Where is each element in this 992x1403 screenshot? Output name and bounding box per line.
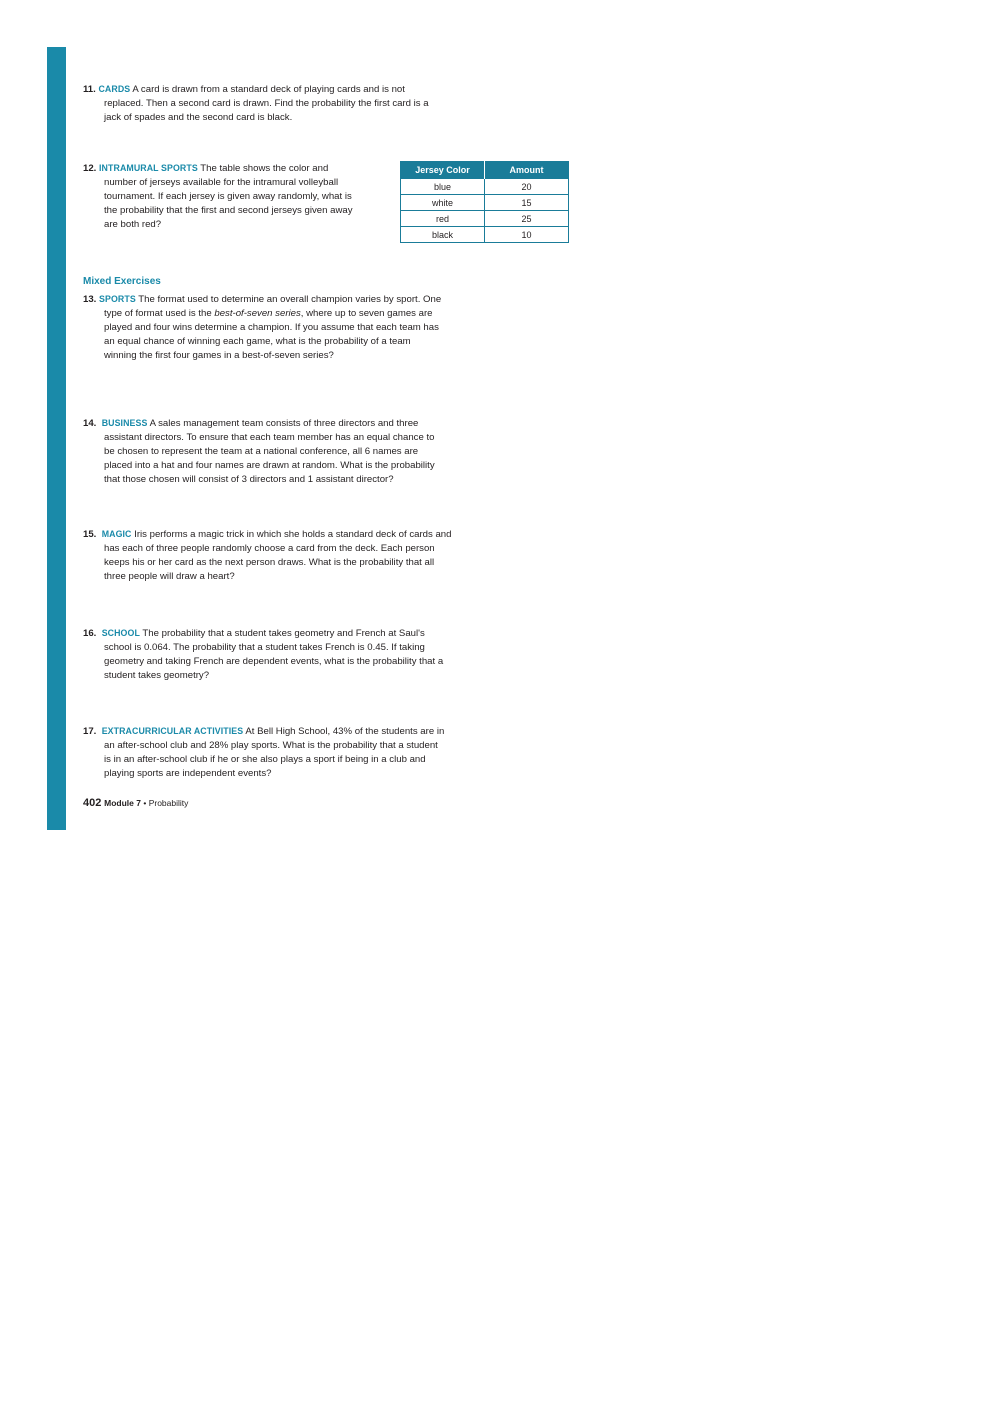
exercise-text: placed into a hat and four names are drawn at random. What is the probability [104,460,435,471]
module-label: Module 7 [104,798,141,808]
exercise-text: student takes geometry? [104,670,210,681]
accent-sidebar [47,47,66,830]
exercise-number: 17. [83,726,97,737]
table-row [401,179,569,195]
exercise-text: school is 0.064. The probability that a student takes French is 0.45. If taking [104,642,425,653]
exercise-text: At Bell High School, 43% of the students are in [243,726,445,737]
section-heading: Mixed Exercises [83,276,161,287]
exercise-text: are both red? [104,219,162,230]
exercise-tag: MAGIC [101,529,132,539]
column-header: Jersey Color [401,162,485,179]
exercise-number: 14. [83,418,97,429]
exercise-tag: BUSINESS [101,418,148,428]
page-number: 402 [83,797,102,809]
module-topic: Probability [148,798,189,808]
exercise-text: has each of three people randomly choose a card from the deck. Each person [104,543,435,554]
exercise-text: The format used to determine an overall champion varies by sport. One [135,294,442,305]
exercise-text: A sales management team consists of three directors and three [147,418,419,429]
table-cell: red [401,211,485,227]
italic-term: best-of-seven series [214,308,301,319]
table-cell: 15 [485,195,569,211]
exercise-text: is in an after-school club if he or she also plays a sport if being in a club and [104,754,426,765]
table-row [401,195,569,211]
exercise-text: assistant directors. To ensure that each team member has an equal chance to [104,432,435,443]
table-cell: blue [401,179,485,195]
exercise-11 [83,82,429,125]
table-cell: 25 [485,211,569,227]
table-row [401,211,569,227]
exercise-tag: INTRAMURAL SPORTS [99,163,198,173]
exercise-text: A card is drawn from a standard deck of playing cards and is not [130,84,405,95]
exercise-text: jack of spades and the second card is black. [104,112,293,123]
exercise-13 [83,292,441,363]
table-header-row [401,162,569,179]
exercise-text: playing sports are independent events? [104,768,272,779]
exercise-17 [83,724,444,781]
exercise-text: played and four wins determine a champion. If you assume that each team has [104,322,439,333]
exercise-number: 16. [83,628,97,639]
exercise-text: The probability that a student takes geometry and French at Saul's [139,628,425,639]
exercise-tag: SCHOOL [101,628,140,638]
exercise-number: 12. [83,163,97,174]
exercise-12 [83,161,353,232]
exercise-text: geometry and taking French are dependent events, what is the probability that a [104,656,444,667]
exercise-text: replaced. Then a second card is drawn. Find the probability the first card is a [104,98,429,109]
exercise-text: the probability that the first and second jerseys given away [104,205,353,216]
exercise-text: keeps his or her card as the next person draws. What is the probability that all [104,557,435,568]
table-cell: black [401,227,485,243]
exercise-14 [83,416,435,487]
text-span: , where up to seven games are [300,308,433,319]
exercise-number: 15. [83,529,97,540]
exercise-text: The table shows the color and [197,163,329,174]
table-row [401,227,569,243]
exercise-text [83,307,441,321]
exercise-text: an equal chance of winning each game, what is the probability of a team [104,336,411,347]
exercise-text: an after-school club and 28% play sports. What is the probability that a student [104,740,438,751]
table-cell: 10 [485,227,569,243]
text-span: type of format used is the [104,308,215,319]
exercise-16 [83,626,443,683]
footer-separator: • [140,798,149,808]
exercise-text: number of jerseys available for the intramural volleyball [104,177,339,188]
exercise-15 [83,527,451,584]
exercise-text: be chosen to represent the team at a national conference, all 6 names are [104,446,419,457]
exercise-tag: EXTRACURRICULAR ACTIVITIES [101,726,244,736]
page-footer [83,797,188,809]
exercise-text: that those chosen will consist of 3 directors and 1 assistant director? [104,474,394,485]
exercise-text: tournament. If each jersey is given away randomly, what is [104,191,352,202]
column-header: Amount [485,162,569,179]
exercise-tag: CARDS [98,84,131,94]
table-cell: white [401,195,485,211]
exercise-number: 13. [83,294,97,305]
jersey-table [400,161,569,243]
exercise-text: three people will draw a heart? [104,571,235,582]
exercise-text: winning the first four games in a best-of-seven series? [104,350,334,361]
exercise-tag: SPORTS [99,294,136,304]
exercise-number: 11. [83,84,96,95]
exercise-text: Iris performs a magic trick in which she holds a standard deck of cards and [131,529,452,540]
table-cell: 20 [485,179,569,195]
